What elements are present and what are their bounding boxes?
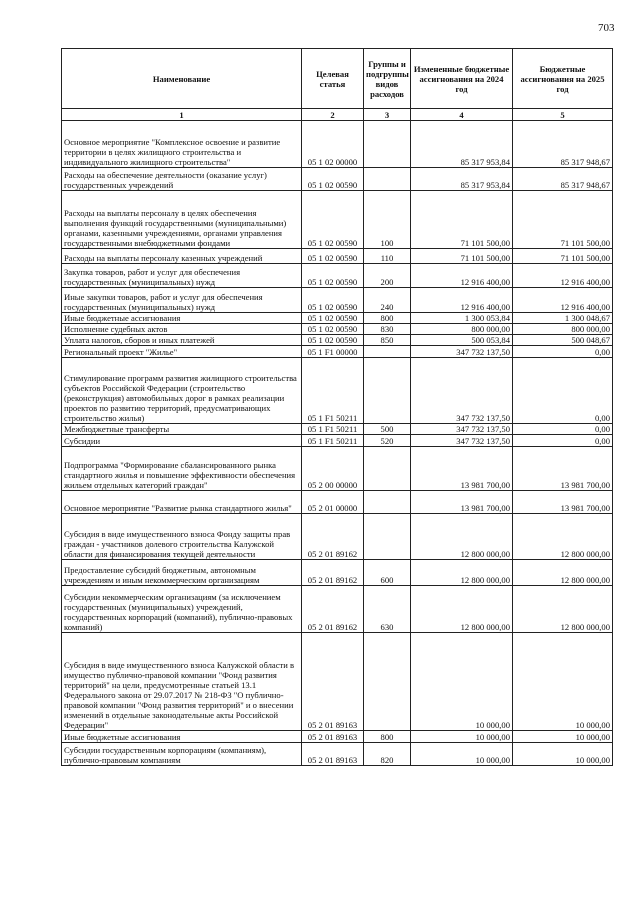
header-code: Целевая статья bbox=[302, 49, 364, 109]
table-row bbox=[62, 560, 613, 586]
row-code-cell: 05 2 01 89163 bbox=[302, 743, 364, 766]
row-amount-2025-cell: 10 000,00 bbox=[513, 633, 613, 731]
row-name-cell: Исполнение судебных актов bbox=[62, 324, 302, 335]
row-amount-2024-cell: 85 317 953,84 bbox=[411, 121, 513, 168]
row-code-cell: 05 1 F1 50211 bbox=[302, 358, 364, 424]
row-group-cell: 240 bbox=[364, 288, 411, 313]
row-group-cell bbox=[364, 168, 411, 191]
row-group-cell bbox=[364, 447, 411, 491]
row-group-cell: 820 bbox=[364, 743, 411, 766]
row-amount-2024-cell: 12 916 400,00 bbox=[411, 288, 513, 313]
column-number: 2 bbox=[302, 109, 364, 121]
row-amount-2025-cell: 12 916 400,00 bbox=[513, 264, 613, 288]
row-amount-2024-cell: 12 800 000,00 bbox=[411, 560, 513, 586]
row-code-cell: 05 1 02 00590 bbox=[302, 335, 364, 346]
row-code-cell: 05 2 01 89162 bbox=[302, 514, 364, 560]
row-code-cell: 05 1 02 00590 bbox=[302, 313, 364, 324]
row-amount-2025-cell: 10 000,00 bbox=[513, 743, 613, 766]
row-code-cell: 05 2 01 89162 bbox=[302, 586, 364, 633]
row-amount-2024-cell: 500 053,84 bbox=[411, 335, 513, 346]
table-row bbox=[62, 121, 613, 168]
row-name-cell: Региональный проект "Жилье" bbox=[62, 346, 302, 358]
row-amount-2024-cell: 1 300 053,84 bbox=[411, 313, 513, 324]
row-code-cell: 05 2 01 89163 bbox=[302, 731, 364, 743]
table-row bbox=[62, 335, 613, 346]
row-group-cell bbox=[364, 358, 411, 424]
row-name-cell: Иные бюджетные ассигнования bbox=[62, 313, 302, 324]
column-number: 3 bbox=[364, 109, 411, 121]
row-name-cell: Закупка товаров, работ и услуг для обеспечения государственных (муниципальных) нужд bbox=[62, 264, 302, 288]
row-group-cell bbox=[364, 121, 411, 168]
row-name-cell: Субсидии государственным корпорациям (компаниям), публично-правовым компаниям bbox=[62, 743, 302, 766]
table-row bbox=[62, 514, 613, 560]
row-group-cell: 100 bbox=[364, 191, 411, 249]
row-amount-2024-cell: 13 981 700,00 bbox=[411, 447, 513, 491]
row-amount-2025-cell: 85 317 948,67 bbox=[513, 168, 613, 191]
row-code-cell: 05 1 F1 00000 bbox=[302, 346, 364, 358]
row-group-cell bbox=[364, 346, 411, 358]
row-amount-2024-cell: 347 732 137,50 bbox=[411, 424, 513, 435]
row-code-cell: 05 1 02 00590 bbox=[302, 249, 364, 264]
row-amount-2024-cell: 85 317 953,84 bbox=[411, 168, 513, 191]
row-code-cell: 05 2 01 00000 bbox=[302, 491, 364, 514]
table-row bbox=[62, 447, 613, 491]
row-amount-2025-cell: 500 048,67 bbox=[513, 335, 613, 346]
row-amount-2025-cell: 10 000,00 bbox=[513, 731, 613, 743]
header-name: Наименование bbox=[62, 49, 302, 109]
page-number: 703 bbox=[598, 22, 615, 34]
row-code-cell: 05 2 01 89163 bbox=[302, 633, 364, 731]
row-group-cell: 830 bbox=[364, 324, 411, 335]
row-code-cell: 05 2 01 89162 bbox=[302, 560, 364, 586]
row-name-cell: Субсидия в виде имущественного взноса Калужской области в имущество публично-правовой компании "Фонд развития территорий" на цели, предусмотренные статьей 13.1 Федерального закона от 29.07.2017 № 218-ФЗ "О публично-правовой компании "Фонд развития территорий" и о внесении изменений в отдельные законодательные акты Российской Федерации" bbox=[62, 633, 302, 731]
row-code-cell: 05 1 02 00590 bbox=[302, 264, 364, 288]
row-group-cell: 800 bbox=[364, 313, 411, 324]
row-name-cell: Расходы на выплаты персоналу казенных учреждений bbox=[62, 249, 302, 264]
row-group-cell: 800 bbox=[364, 731, 411, 743]
row-amount-2025-cell: 12 800 000,00 bbox=[513, 514, 613, 560]
row-amount-2025-cell: 71 101 500,00 bbox=[513, 191, 613, 249]
table-row bbox=[62, 491, 613, 514]
row-amount-2025-cell: 800 000,00 bbox=[513, 324, 613, 335]
row-code-cell: 05 1 F1 50211 bbox=[302, 435, 364, 447]
row-amount-2024-cell: 71 101 500,00 bbox=[411, 249, 513, 264]
row-name-cell: Подпрограмма "Формирование сбалансированного рынка стандартного жилья и повышение эффективности обеспечения жильем отдельных категорий граждан" bbox=[62, 447, 302, 491]
column-number: 4 bbox=[411, 109, 513, 121]
table-row bbox=[62, 264, 613, 288]
row-code-cell: 05 1 F1 50211 bbox=[302, 424, 364, 435]
row-name-cell: Субсидии bbox=[62, 435, 302, 447]
table-header-row bbox=[62, 49, 613, 109]
row-group-cell: 500 bbox=[364, 424, 411, 435]
row-amount-2025-cell: 85 317 948,67 bbox=[513, 121, 613, 168]
row-name-cell: Иные бюджетные ассигнования bbox=[62, 731, 302, 743]
row-group-cell: 600 bbox=[364, 560, 411, 586]
row-amount-2025-cell: 0,00 bbox=[513, 358, 613, 424]
table-row bbox=[62, 358, 613, 424]
row-amount-2025-cell: 13 981 700,00 bbox=[513, 447, 613, 491]
row-amount-2024-cell: 347 732 137,50 bbox=[411, 358, 513, 424]
row-group-cell: 200 bbox=[364, 264, 411, 288]
row-code-cell: 05 1 02 00590 bbox=[302, 168, 364, 191]
row-amount-2025-cell: 12 800 000,00 bbox=[513, 586, 613, 633]
row-amount-2025-cell: 71 101 500,00 bbox=[513, 249, 613, 264]
row-name-cell: Расходы на выплаты персоналу в целях обеспечения выполнения функций государственными (муниципальными) органами, казенными учреждениями, органами управления государственными внебюджетными фондами bbox=[62, 191, 302, 249]
row-name-cell: Субсидия в виде имущественного взноса Фонду защиты прав граждан - участников долевого строительства Калужской области для финансирования текущей деятельности bbox=[62, 514, 302, 560]
row-code-cell: 05 2 00 00000 bbox=[302, 447, 364, 491]
row-amount-2025-cell: 13 981 700,00 bbox=[513, 491, 613, 514]
table-row bbox=[62, 288, 613, 313]
budget-table bbox=[61, 48, 613, 766]
row-group-cell: 110 bbox=[364, 249, 411, 264]
row-amount-2024-cell: 800 000,00 bbox=[411, 324, 513, 335]
row-group-cell bbox=[364, 514, 411, 560]
row-name-cell: Основное мероприятие "Комплексное освоение и развитие территории в целях жилищного строительства и индивидуального жилищного строительства" bbox=[62, 121, 302, 168]
column-number: 1 bbox=[62, 109, 302, 121]
row-amount-2024-cell: 12 800 000,00 bbox=[411, 514, 513, 560]
row-amount-2024-cell: 12 916 400,00 bbox=[411, 264, 513, 288]
table-row bbox=[62, 324, 613, 335]
row-name-cell: Межбюджетные трансферты bbox=[62, 424, 302, 435]
row-amount-2025-cell: 12 916 400,00 bbox=[513, 288, 613, 313]
row-amount-2024-cell: 347 732 137,50 bbox=[411, 346, 513, 358]
row-amount-2025-cell: 0,00 bbox=[513, 346, 613, 358]
row-name-cell: Стимулирование программ развития жилищного строительства субъектов Российской Федерации (строительство (реконструкция) автомобильных дорог в рамках реализации проектов по развитию территорий, предусматривающих строительство жилья) bbox=[62, 358, 302, 424]
table-row bbox=[62, 731, 613, 743]
row-amount-2024-cell: 10 000,00 bbox=[411, 633, 513, 731]
row-group-cell: 520 bbox=[364, 435, 411, 447]
table-row bbox=[62, 586, 613, 633]
row-code-cell: 05 1 02 00000 bbox=[302, 121, 364, 168]
row-name-cell: Уплата налогов, сборов и иных платежей bbox=[62, 335, 302, 346]
row-code-cell: 05 1 02 00590 bbox=[302, 288, 364, 313]
row-amount-2025-cell: 0,00 bbox=[513, 424, 613, 435]
row-amount-2025-cell: 1 300 048,67 bbox=[513, 313, 613, 324]
table-row bbox=[62, 743, 613, 766]
table-row bbox=[62, 346, 613, 358]
row-amount-2024-cell: 347 732 137,50 bbox=[411, 435, 513, 447]
table-row bbox=[62, 313, 613, 324]
column-number-row bbox=[62, 109, 613, 121]
header-amount-2024: Измененные бюджетные ассигнования на 2024 год bbox=[411, 49, 513, 109]
row-group-cell bbox=[364, 491, 411, 514]
table-row bbox=[62, 191, 613, 249]
header-amount-2025: Бюджетные ассигнования на 2025 год bbox=[513, 49, 613, 109]
table-body bbox=[62, 121, 613, 766]
row-amount-2025-cell: 0,00 bbox=[513, 435, 613, 447]
column-number: 5 bbox=[513, 109, 613, 121]
row-group-cell: 630 bbox=[364, 586, 411, 633]
row-amount-2025-cell: 12 800 000,00 bbox=[513, 560, 613, 586]
row-group-cell: 850 bbox=[364, 335, 411, 346]
table-row bbox=[62, 633, 613, 731]
row-amount-2024-cell: 71 101 500,00 bbox=[411, 191, 513, 249]
row-amount-2024-cell: 10 000,00 bbox=[411, 731, 513, 743]
row-amount-2024-cell: 13 981 700,00 bbox=[411, 491, 513, 514]
row-group-cell bbox=[364, 633, 411, 731]
row-amount-2024-cell: 10 000,00 bbox=[411, 743, 513, 766]
table-row bbox=[62, 435, 613, 447]
row-name-cell: Субсидии некоммерческим организациям (за исключением государственных (муниципальных) учреждений, государственных корпораций (компаний), публично-правовых компаний) bbox=[62, 586, 302, 633]
row-amount-2024-cell: 12 800 000,00 bbox=[411, 586, 513, 633]
header-group: Группы и подгруппы видов расходов bbox=[364, 49, 411, 109]
table-row bbox=[62, 168, 613, 191]
row-name-cell: Расходы на обеспечение деятельности (оказание услуг) государственных учреждений bbox=[62, 168, 302, 191]
row-name-cell: Иные закупки товаров, работ и услуг для обеспечения государственных (муниципальных) нужд bbox=[62, 288, 302, 313]
table-row bbox=[62, 424, 613, 435]
table-row bbox=[62, 249, 613, 264]
row-name-cell: Предоставление субсидий бюджетным, автономным учреждениям и иным некоммерческим организациям bbox=[62, 560, 302, 586]
row-code-cell: 05 1 02 00590 bbox=[302, 324, 364, 335]
row-name-cell: Основное мероприятие "Развитие рынка стандартного жилья" bbox=[62, 491, 302, 514]
row-code-cell: 05 1 02 00590 bbox=[302, 191, 364, 249]
